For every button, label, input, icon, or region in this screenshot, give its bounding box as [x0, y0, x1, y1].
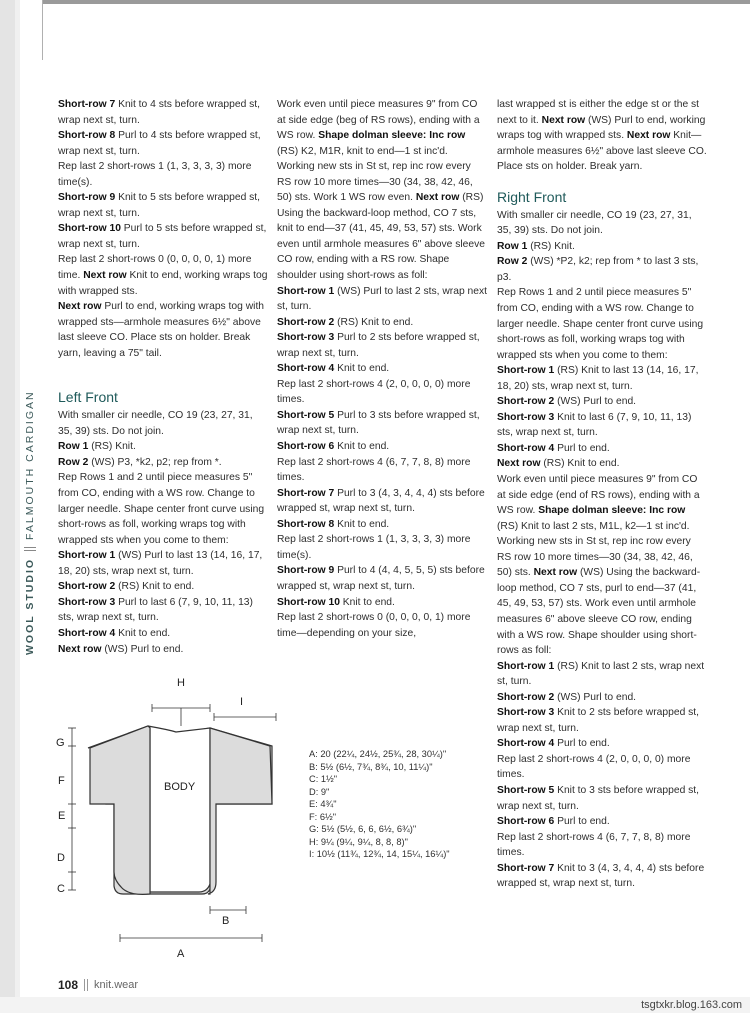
text-column-3	[497, 97, 707, 892]
measurement-b: B: 5½ (6½, 7¾, 8¾, 10, 11¼)"	[309, 761, 433, 772]
label-a: A	[177, 948, 185, 960]
text-run: (WS) Purl to end.	[101, 643, 184, 655]
paragraph	[277, 377, 487, 408]
paragraph	[277, 330, 487, 361]
bold-term: Shape dolman sleeve: Inc row	[538, 505, 686, 517]
paragraph	[497, 285, 707, 363]
text-run: Rep Rows 1 and 2 until piece measures 5" from CO, ending with a WS row. Change to larger needle. Shape center front curve using short-rows as foll, working wraps tog with wrapped sts when you come to them:	[497, 287, 704, 361]
measurement-c: C: 1½"	[309, 774, 338, 784]
measurement-d: D: 9"	[309, 786, 330, 797]
paragraph	[277, 455, 487, 486]
paragraph	[277, 361, 487, 377]
text-run: Knit to 5 sts before wrapped st, wrap next st, turn.	[58, 192, 261, 219]
text-run: Purl to end.	[554, 738, 610, 750]
paragraph	[277, 486, 487, 517]
label-divider	[24, 547, 36, 551]
paragraph	[497, 736, 707, 752]
column-1-paragraphs	[58, 97, 268, 361]
paragraph	[497, 830, 707, 861]
paragraph	[58, 439, 268, 455]
bold-term: Short-row 1	[277, 285, 335, 297]
paragraph	[497, 472, 707, 659]
paragraph	[497, 394, 707, 410]
text-run: (WS) Purl to end, working wraps tog with wrapped sts.	[497, 114, 706, 142]
text-run: Knit to 4 sts before wrapped st, wrap next st, turn.	[58, 99, 261, 126]
text-run: (WS) *P2, k2; rep from * to last 3 sts, p3.	[497, 256, 699, 283]
label-f: F	[58, 775, 65, 787]
paragraph	[497, 456, 707, 472]
bold-term: Next row	[58, 301, 102, 313]
body-label: BODY	[164, 781, 196, 793]
text-run: Rep last 2 short-rows 0 (0, 0, 0, 0, 1) more time.	[58, 254, 252, 282]
text-run: (RS) Knit to end.	[540, 458, 620, 470]
text-run: Rep last 2 short-rows 4 (2, 0, 0, 0, 0) more times.	[277, 378, 471, 406]
text-column-2	[277, 97, 487, 641]
left-front-paragraphs	[58, 408, 268, 657]
bold-term: Row 1	[58, 441, 89, 453]
bold-term: Short-row 7	[497, 862, 555, 874]
top-notch	[42, 0, 43, 60]
bold-term: Short-row 9	[277, 565, 335, 577]
text-run: Purl to end, working wraps tog with wrapped sts—armhole measures 6½" above last sleeve CO. Place sts on holder. Break yarn, leaving a 75" tail.	[58, 301, 265, 359]
text-run: Knit to 3 (4, 3, 4, 4, 4) sts before wrapped st, wrap next st, turn.	[497, 862, 705, 890]
text-run: (WS) Purl to last 2 sts, wrap next st, turn.	[277, 285, 487, 313]
paragraph	[58, 470, 268, 548]
bold-term: Row 1	[497, 240, 528, 252]
bold-term: Short-row 1	[497, 660, 555, 672]
text-run: (WS) Purl to end.	[554, 396, 637, 408]
paragraph	[277, 610, 487, 641]
bold-term: Next row	[415, 192, 460, 204]
text-run: Knit to end.	[115, 627, 171, 639]
bold-term: Short-row 2	[58, 581, 116, 593]
paragraph	[58, 642, 268, 658]
text-run: (RS) Knit.	[88, 441, 136, 453]
bold-term: Next row	[533, 567, 578, 579]
paragraph	[497, 659, 707, 690]
text-column-1	[58, 97, 268, 657]
publication-name: knit.wear	[94, 979, 139, 991]
paragraph	[277, 315, 487, 331]
bold-term: Next row	[541, 114, 586, 126]
text-run: Purl to end.	[554, 442, 610, 454]
measurement-a: A: 20 (22¼, 24½, 25¾, 28, 30¼)"	[309, 749, 447, 759]
paragraph	[58, 128, 268, 159]
measurement-i: I: 10½ (11¾, 12¾, 14, 15¼, 16¼)"	[309, 849, 450, 859]
text-run: Purl to 3 (4, 3, 4, 4, 4) sts before wrapped st, wrap next st, turn.	[277, 487, 485, 515]
text-run: (RS) Knit to last 2 sts, M1L, k2—1 st inc'd. Working new sts in St st, rep inc row every RS row 10 more times—30 (34, 38, 42, 46, 50) sts.	[497, 520, 693, 579]
measurement-f: F: 6½"	[309, 811, 337, 822]
text-run: (RS) Knit to last 13 (14, 16, 17, 18, 20) sts, wrap next st, turn.	[497, 365, 699, 392]
text-run: Knit to last 6 (7, 9, 10, 11, 13) sts, wrap next st, turn.	[497, 411, 692, 439]
text-run: Knit to end.	[334, 518, 390, 530]
text-run: Purl to 3 sts before wrapped st, wrap next st, turn.	[277, 409, 480, 437]
paragraph	[58, 221, 268, 252]
text-run: (RS) Knit to last 2 sts, wrap next st, turn.	[497, 660, 705, 688]
bold-term: Next row	[626, 130, 671, 142]
bold-term: Short-row 3	[497, 411, 555, 423]
bold-term: Short-row 1	[58, 550, 116, 562]
paragraph	[497, 363, 707, 394]
label-b: B	[222, 915, 230, 927]
paragraph	[497, 239, 707, 255]
text-run: (WS) Purl to last 13 (14, 16, 17, 18, 20) sts, wrap next st, turn.	[58, 550, 263, 577]
paragraph	[58, 626, 268, 642]
paragraph	[58, 548, 268, 579]
text-run: Rep last 2 short-rows 1 (1, 3, 3, 3, 3) more time(s).	[277, 534, 471, 561]
text-run: Purl to 4 (4, 4, 5, 5, 5) sts before wrapped st, wrap next st, turn.	[277, 565, 485, 592]
paragraph	[497, 690, 707, 706]
paragraph	[497, 814, 707, 830]
bold-term: Short-row 10	[58, 223, 121, 235]
text-run: With smaller cir needle, CO 19 (23, 27, 31, 35, 39) sts. Do not join.	[58, 410, 253, 437]
bold-term: Short-row 2	[497, 396, 555, 408]
bold-term: Short-row 5	[277, 409, 335, 421]
bold-term: Next row	[497, 458, 541, 470]
heading-right-front: Right Front	[497, 188, 567, 205]
paragraph	[497, 752, 707, 783]
bold-term: Short-row 4	[277, 363, 335, 375]
paragraph	[497, 441, 707, 457]
heading-left-front: Left Front	[58, 389, 118, 406]
text-run: (RS) Knit.	[527, 240, 575, 252]
text-run: Work even until piece measures 9" from CO at side edge (beg of RS rows), ending with a WS row.	[277, 99, 480, 142]
paragraph	[58, 190, 268, 221]
bold-term: Short-row 4	[58, 627, 116, 639]
text-run: Rep last 2 short-rows 4 (6, 7, 7, 8, 8) more times.	[497, 831, 691, 859]
schematic-left-front	[90, 726, 150, 894]
text-run: (WS) Using the backward-loop method, CO 7 sts, purl to end—37 (41, 45, 49, 53, 57) sts. Work even until armhole measures 6" above sleeve CO row, ending with a WS row. Shape shoulder using short-rows as foll:	[497, 567, 701, 657]
label-i: I	[240, 696, 244, 708]
side-strip	[0, 0, 15, 1013]
paragraph	[58, 595, 268, 626]
paragraph	[58, 579, 268, 595]
bold-term: Short-row 6	[497, 816, 555, 828]
text-run: Rep last 2 short-rows 4 (6, 7, 7, 8, 8) more times.	[277, 456, 471, 484]
bold-term: Next row	[83, 270, 127, 282]
paragraph	[58, 159, 268, 190]
text-run: Purl to 2 sts before wrapped st, wrap next st, turn.	[277, 332, 480, 359]
text-run: Knit to end.	[339, 596, 395, 608]
text-run: With smaller cir needle, CO 19 (23, 27, 31, 35, 39) sts. Do not join.	[497, 209, 692, 237]
paragraph	[497, 410, 707, 441]
brand-label: WOOL STUDIO	[24, 557, 36, 655]
bold-term: Short-row 8	[58, 130, 116, 142]
measurement-list	[309, 748, 489, 861]
text-run: Knit to end, working wraps tog with wrapped sts.	[58, 270, 268, 297]
text-run: Knit to end.	[334, 441, 390, 453]
bold-term: Short-row 1	[497, 365, 555, 377]
bold-term: Short-row 6	[277, 441, 335, 453]
bold-term: Short-row 8	[277, 518, 335, 530]
bold-term: Short-row 3	[58, 596, 116, 608]
text-run: Purl to 4 sts before wrapped st, wrap next st, turn.	[58, 130, 261, 157]
text-run: (RS) K2, M1R, knit to end—1 st inc'd. Working new sts in St st, rep inc row every RS row 10 more times—30 (34, 38, 42, 46, 50) sts. Work 1 WS row even.	[277, 145, 473, 204]
text-run: (WS) P3, *k2, p2; rep from *.	[88, 456, 222, 468]
text-run: Rep last 2 short-rows 0 (0, 0, 0, 0, 1) more time—depending on your size,	[277, 612, 471, 639]
paragraph	[58, 408, 268, 439]
text-run: Purl to 5 sts before wrapped st, wrap next st, turn.	[58, 223, 267, 250]
text-run: Rep last 2 short-rows 1 (1, 3, 3, 3, 3) more time(s).	[58, 161, 252, 188]
measurement-e: E: 4¾"	[309, 799, 337, 809]
paragraph	[58, 252, 268, 299]
bold-term: Short-row 4	[497, 738, 555, 750]
paragraph	[497, 861, 707, 892]
bold-term: Short-row 3	[497, 707, 555, 719]
paragraph	[497, 783, 707, 814]
vertical-section-label	[20, 365, 40, 655]
bold-term: Short-row 2	[497, 691, 555, 703]
paragraph	[277, 284, 487, 315]
top-rule	[42, 0, 750, 4]
paragraph	[277, 408, 487, 439]
measurement-h: H: 9¼ (9¼, 9¼, 8, 8, 8)"	[309, 836, 408, 847]
bold-term: Short-row 9	[58, 192, 116, 204]
text-run: (RS) Using the backward-loop method, CO 7 sts, knit to end—37 (41, 45, 49, 53, 57) sts. Work even until armhole measures 6" above sleeve CO row, ending with a RS row. Shape shoulder using short-rows as foll:	[277, 192, 485, 282]
bold-term: Short-row 7	[277, 487, 335, 499]
bold-term: Short-row 3	[277, 332, 335, 344]
text-run: (RS) Knit to end.	[334, 316, 414, 328]
column-3-paragraphs	[497, 97, 707, 175]
watermark-strip	[0, 997, 750, 1013]
paragraph	[277, 563, 487, 594]
text-run: last wrapped st is either the edge st or the st next to it.	[497, 99, 700, 126]
measurement-g: G: 5½ (5½, 6, 6, 6½, 6¾)"	[309, 824, 417, 834]
page-number: 108	[58, 978, 79, 992]
watermark-url: tsgtxkr.blog.163.com	[641, 999, 742, 1011]
text-run: Knit to 3 sts before wrapped st, wrap next st, turn.	[497, 784, 700, 812]
paragraph	[277, 97, 487, 284]
label-e: E	[58, 810, 66, 822]
paragraph	[497, 97, 707, 175]
label-g: G	[56, 737, 65, 749]
footer-divider	[84, 979, 88, 991]
label-c: C	[57, 883, 65, 895]
bold-term: Short-row 7	[58, 99, 116, 110]
bold-term: Row 2	[497, 256, 528, 268]
paragraph	[58, 97, 268, 128]
text-run: Work even until piece measures 9" from CO at side edge (end of RS rows), ending with a WS row.	[497, 474, 700, 517]
label-h: H	[177, 677, 185, 689]
bold-term: Row 2	[58, 456, 89, 468]
paragraph	[497, 705, 707, 736]
text-run: Purl to end.	[554, 816, 610, 828]
text-run: Rep Rows 1 and 2 until piece measures 5" from CO, ending with a WS row. Change to larger needle. Shape center front curve using short-rows as foll, working wraps tog with wrapped sts when you come to them:	[58, 472, 265, 546]
bold-term: Shape dolman sleeve: Inc row	[318, 130, 466, 142]
pattern-title-label: FALMOUTH CARDIGAN	[24, 390, 36, 540]
paragraph	[277, 532, 487, 563]
text-run: Knit to end.	[334, 363, 390, 375]
paragraph	[277, 517, 487, 533]
garment-schematic	[50, 672, 300, 962]
text-run: Purl to last 6 (7, 9, 10, 11, 13) sts, wrap next st, turn.	[58, 596, 253, 624]
schematic-right-front	[208, 728, 272, 894]
text-run: (WS) Purl to end.	[554, 691, 637, 703]
bold-term: Next row	[58, 643, 102, 655]
text-run: (RS) Knit to end.	[115, 581, 195, 593]
text-run: Knit to 2 sts before wrapped st, wrap next st, turn.	[497, 707, 700, 734]
paragraph	[497, 254, 707, 285]
page-footer	[58, 978, 138, 992]
label-d: D	[57, 852, 65, 864]
paragraph	[277, 595, 487, 611]
paragraph	[58, 455, 268, 471]
paragraph	[497, 208, 707, 239]
column-2-paragraphs	[277, 97, 487, 641]
bold-term: Short-row 2	[277, 316, 335, 328]
paragraph	[58, 299, 268, 361]
right-front-paragraphs	[497, 208, 707, 892]
bold-term: Short-row 10	[277, 596, 340, 608]
text-run: Knit—armhole measures 6½" above last sleeve CO. Place sts on holder. Break yarn.	[497, 130, 707, 173]
text-run: Rep last 2 short-rows 4 (2, 0, 0, 0, 0) more times.	[497, 753, 691, 781]
paragraph	[277, 439, 487, 455]
bold-term: Short-row 5	[497, 784, 555, 796]
bold-term: Short-row 4	[497, 442, 555, 454]
